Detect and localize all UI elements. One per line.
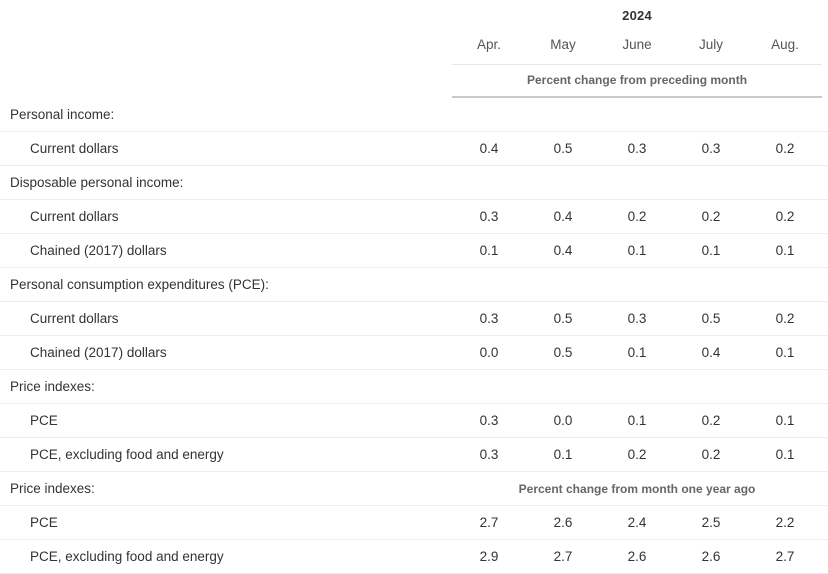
subheading-pad (822, 65, 828, 97)
row-value: 0.3 (452, 438, 526, 472)
row-value: 0.4 (674, 336, 748, 370)
table-row (0, 200, 828, 234)
row-pad (822, 472, 828, 506)
table-row (0, 506, 828, 540)
row-value: 0.3 (600, 132, 674, 166)
row-value: 2.7 (452, 506, 526, 540)
table-row (0, 404, 828, 438)
row-value (748, 98, 822, 132)
row-value: 0.2 (600, 438, 674, 472)
row-pad (822, 98, 828, 132)
row-value: 0.3 (452, 200, 526, 234)
row-value: 0.1 (600, 404, 674, 438)
table-row (0, 302, 828, 336)
row-value (600, 98, 674, 132)
row-value: 0.2 (600, 200, 674, 234)
year-header-blank (0, 0, 452, 33)
row-pad (822, 540, 828, 574)
row-value: 0.3 (600, 302, 674, 336)
row-value: 0.1 (748, 336, 822, 370)
row-value: 2.4 (600, 506, 674, 540)
row-label: Current dollars (0, 132, 452, 166)
table-row (0, 540, 828, 574)
row-value: 0.2 (674, 200, 748, 234)
row-value: 0.1 (600, 234, 674, 268)
row-value: 0.5 (526, 336, 600, 370)
table-head (0, 0, 828, 98)
row-label: Price indexes: (0, 370, 452, 404)
row-value (674, 166, 748, 200)
row-value (600, 166, 674, 200)
row-pad (822, 438, 828, 472)
row-pad (822, 166, 828, 200)
subheading-monthly: Percent change from preceding month (527, 73, 748, 87)
row-value: 0.1 (600, 336, 674, 370)
row-label: Chained (2017) dollars (0, 336, 452, 370)
row-value (526, 268, 600, 302)
table-row (0, 166, 828, 200)
row-label: Disposable personal income: (0, 166, 452, 200)
row-value: 2.2 (748, 506, 822, 540)
monthly-subheading-row (0, 65, 828, 97)
row-value: 0.2 (674, 438, 748, 472)
row-value: 0.3 (674, 132, 748, 166)
row-value: 0.1 (674, 234, 748, 268)
row-label: Personal consumption expenditures (PCE): (0, 268, 452, 302)
row-value (600, 370, 674, 404)
table-row (0, 132, 828, 166)
table-row (0, 234, 828, 268)
row-value (748, 166, 822, 200)
table-body (0, 98, 828, 574)
table-row (0, 438, 828, 472)
row-label: PCE (0, 404, 452, 438)
column-header-june: June (600, 33, 674, 65)
row-value (674, 98, 748, 132)
row-value: 2.7 (748, 540, 822, 574)
row-value: 0.1 (748, 234, 822, 268)
row-pad (822, 200, 828, 234)
row-pad (822, 268, 828, 302)
row-pad (822, 404, 828, 438)
subheading-yearly: Percent change from month one year ago (452, 472, 822, 506)
row-value (674, 370, 748, 404)
row-value: 0.2 (748, 302, 822, 336)
month-header-pad (822, 33, 828, 65)
row-value: 2.9 (452, 540, 526, 574)
row-value: 0.1 (526, 438, 600, 472)
row-value: 0.2 (748, 200, 822, 234)
table-row (0, 268, 828, 302)
row-value: 2.6 (600, 540, 674, 574)
row-value (526, 166, 600, 200)
month-header-row (0, 33, 828, 65)
column-header-july: July (674, 33, 748, 65)
table-row (0, 336, 828, 370)
row-value (452, 370, 526, 404)
row-value: 0.1 (748, 404, 822, 438)
row-value: 0.3 (452, 404, 526, 438)
row-value (600, 268, 674, 302)
row-value: 0.5 (526, 302, 600, 336)
year-label: 2024 (622, 8, 652, 23)
row-label: PCE (0, 506, 452, 540)
row-value: 0.4 (452, 132, 526, 166)
row-value: 0.1 (452, 234, 526, 268)
column-header-aug: Aug. (748, 33, 822, 65)
row-label: PCE, excluding food and energy (0, 540, 452, 574)
row-value: 0.4 (526, 234, 600, 268)
row-value (748, 268, 822, 302)
row-value: 0.0 (526, 404, 600, 438)
table-row (0, 370, 828, 404)
row-label: Personal income: (0, 98, 452, 132)
year-header-row (0, 0, 828, 33)
row-label: Current dollars (0, 200, 452, 234)
row-value: 0.0 (452, 336, 526, 370)
row-value (452, 166, 526, 200)
row-value: 2.6 (526, 506, 600, 540)
row-label: Chained (2017) dollars (0, 234, 452, 268)
row-value: 2.7 (526, 540, 600, 574)
row-value: 0.2 (674, 404, 748, 438)
row-label: PCE, excluding food and energy (0, 438, 452, 472)
row-value (748, 370, 822, 404)
row-value (452, 98, 526, 132)
table-row (0, 472, 828, 506)
row-value: 0.5 (674, 302, 748, 336)
month-header-blank (0, 33, 452, 65)
row-pad (822, 302, 828, 336)
row-pad (822, 370, 828, 404)
row-pad (822, 336, 828, 370)
row-value: 0.5 (526, 132, 600, 166)
row-value (674, 268, 748, 302)
year-header-pad (822, 0, 828, 33)
column-header-apr: Apr. (452, 33, 526, 65)
row-label: Current dollars (0, 302, 452, 336)
row-value: 2.6 (674, 540, 748, 574)
row-value (452, 268, 526, 302)
row-value: 2.5 (674, 506, 748, 540)
row-value: 0.1 (748, 438, 822, 472)
column-header-may: May (526, 33, 600, 65)
row-pad (822, 506, 828, 540)
row-value (526, 370, 600, 404)
row-pad (822, 234, 828, 268)
row-pad (822, 132, 828, 166)
row-value: 0.2 (748, 132, 822, 166)
row-value: 0.4 (526, 200, 600, 234)
table-row (0, 98, 828, 132)
row-label: Price indexes: (0, 472, 452, 506)
row-value: 0.3 (452, 302, 526, 336)
subheading-blank (0, 65, 452, 97)
row-value (526, 98, 600, 132)
